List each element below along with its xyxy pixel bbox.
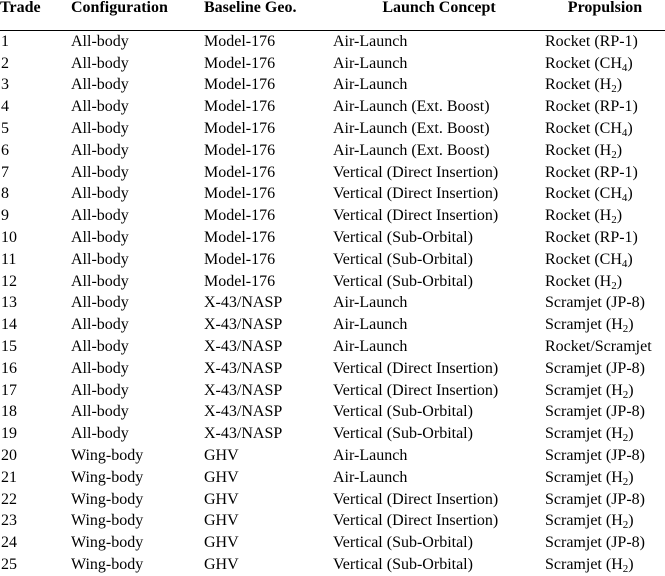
propulsion-text: Rocket (H (545, 272, 612, 290)
launch-concept-cell: Vertical (Sub-Orbital) (333, 534, 473, 552)
table-row (0, 31, 665, 53)
header-launch-concept: Launch Concept (333, 0, 545, 31)
header-propulsion: Propulsion (545, 0, 665, 31)
trade-cell: 7 (1, 163, 9, 181)
header-row (0, 0, 665, 31)
baseline-geo-cell: GHV (204, 512, 239, 530)
table-row (0, 205, 665, 227)
baseline-geo-cell: X-43/NASP (204, 338, 283, 356)
configuration-cell: Wing-body (71, 447, 144, 465)
propulsion-subscript: 4 (621, 127, 628, 140)
baseline-geo-cell: Model-176 (204, 163, 276, 181)
configuration-cell: All-body (71, 163, 129, 181)
configuration-cell: All-body (71, 98, 129, 116)
propulsion-text: Rocket (RP-1) (545, 229, 638, 247)
trade-cell: 5 (1, 120, 9, 138)
launch-concept-cell: Air-Launch (333, 294, 408, 312)
propulsion-cell (545, 53, 665, 75)
trade-cell: 17 (1, 381, 17, 399)
propulsion-text: Scramjet (JP-8) (545, 294, 645, 312)
propulsion-cell (545, 31, 665, 53)
launch-concept-cell: Air-Launch (333, 447, 408, 465)
trade-cell: 6 (1, 141, 9, 159)
table-row (0, 511, 665, 533)
baseline-geo-cell: Model-176 (204, 54, 276, 72)
trade-cell: 20 (1, 447, 17, 465)
trade-cell: 10 (1, 229, 17, 247)
propulsion-text: Scramjet (JP-8) (545, 534, 645, 552)
configuration-cell: Wing-body (71, 556, 144, 574)
propulsion-text: Scramjet (H (545, 512, 623, 530)
propulsion-text-tail: ) (616, 272, 623, 290)
propulsion-text-tail: ) (627, 250, 633, 268)
propulsion-text: Scramjet (H (545, 556, 623, 574)
propulsion-text: Rocket (CH (545, 120, 622, 138)
launch-concept-cell: Air-Launch (333, 338, 408, 356)
launch-concept-cell: Air-Launch (333, 54, 408, 72)
propulsion-text: Rocket (RP-1) (545, 98, 638, 116)
propulsion-cell (545, 184, 665, 206)
propulsion-cell (545, 489, 665, 511)
configuration-cell: All-body (71, 250, 129, 268)
table-row (0, 467, 665, 489)
propulsion-text-tail: ) (628, 381, 634, 399)
propulsion-cell (545, 423, 665, 445)
propulsion-text-tail: ) (628, 512, 634, 530)
trade-cell: 13 (1, 294, 17, 312)
propulsion-cell (545, 140, 665, 162)
propulsion-text: Scramjet (H (545, 316, 623, 334)
propulsion-text: Scramjet (H (545, 468, 623, 486)
propulsion-cell (545, 532, 665, 554)
launch-concept-cell: Vertical (Direct Insertion) (333, 512, 499, 530)
propulsion-cell (545, 227, 665, 249)
propulsion-text-tail: ) (616, 76, 623, 94)
propulsion-subscript: 4 (621, 257, 628, 270)
table-row (0, 118, 665, 140)
baseline-geo-cell: Model-176 (204, 272, 276, 290)
launch-concept-cell: Vertical (Sub-Orbital) (333, 403, 473, 421)
launch-concept-cell: Vertical (Sub-Orbital) (333, 229, 473, 247)
configuration-cell: All-body (71, 76, 129, 94)
configuration-cell: All-body (71, 316, 129, 334)
configuration-cell: All-body (71, 272, 129, 290)
configuration-cell: All-body (71, 425, 129, 443)
table-row (0, 184, 665, 206)
configuration-cell: All-body (71, 359, 129, 377)
launch-concept-cell: Vertical (Direct Insertion) (333, 207, 499, 225)
baseline-geo-cell: X-43/NASP (204, 403, 283, 421)
baseline-geo-cell: X-43/NASP (204, 294, 283, 312)
configuration-cell: Wing-body (71, 512, 144, 530)
configuration-cell: Wing-body (71, 490, 144, 508)
propulsion-cell (545, 467, 665, 489)
propulsion-text: Rocket (H (545, 141, 612, 159)
table-body (0, 31, 665, 576)
trade-cell: 4 (1, 98, 9, 116)
trade-cell: 18 (1, 403, 17, 421)
propulsion-text: Rocket (CH (545, 250, 622, 268)
table-header (0, 0, 665, 31)
table-row (0, 358, 665, 380)
propulsion-subscript: 2 (611, 83, 617, 96)
propulsion-text-tail: ) (628, 468, 634, 486)
propulsion-cell (545, 380, 665, 402)
trade-cell: 15 (1, 338, 17, 356)
propulsion-text-tail: ) (616, 141, 623, 159)
propulsion-subscript: 2 (622, 519, 629, 532)
trade-cell: 12 (1, 272, 17, 290)
table-row (0, 75, 665, 97)
propulsion-text-tail: ) (627, 54, 633, 72)
propulsion-text: Scramjet (JP-8) (545, 403, 645, 421)
propulsion-text: Scramjet (H (545, 381, 623, 399)
baseline-geo-cell: Model-176 (204, 207, 276, 225)
launch-concept-cell: Vertical (Direct Insertion) (333, 490, 499, 508)
launch-concept-cell: Vertical (Direct Insertion) (333, 163, 499, 181)
trade-cell: 9 (1, 207, 9, 225)
propulsion-cell (545, 271, 665, 293)
baseline-geo-cell: GHV (204, 490, 239, 508)
propulsion-cell (545, 118, 665, 140)
propulsion-cell (545, 162, 665, 184)
propulsion-cell (545, 336, 665, 358)
trade-cell: 16 (1, 359, 17, 377)
propulsion-text: Scramjet (JP-8) (545, 359, 645, 377)
propulsion-subscript: 2 (611, 148, 617, 161)
baseline-geo-cell: X-43/NASP (204, 359, 283, 377)
launch-concept-cell: Vertical (Direct Insertion) (333, 359, 499, 377)
table-row (0, 140, 665, 162)
table-row (0, 293, 665, 315)
propulsion-text-tail: ) (616, 207, 623, 225)
trade-cell: 3 (1, 76, 9, 94)
configuration-cell: All-body (71, 141, 129, 159)
trade-cell: 21 (1, 468, 17, 486)
propulsion-cell (545, 75, 665, 97)
propulsion-text-tail: ) (628, 556, 634, 574)
launch-concept-cell: Vertical (Sub-Orbital) (333, 556, 473, 574)
propulsion-subscript: 2 (622, 432, 629, 445)
trade-cell: 2 (1, 54, 9, 72)
propulsion-text-tail: ) (628, 316, 634, 334)
propulsion-cell (545, 358, 665, 380)
propulsion-text: Rocket (RP-1) (545, 163, 638, 181)
table-row (0, 96, 665, 118)
table-row (0, 554, 665, 576)
baseline-geo-cell: Model-176 (204, 250, 276, 268)
trade-cell: 14 (1, 316, 17, 334)
propulsion-subscript: 4 (621, 61, 628, 74)
propulsion-cell (545, 402, 665, 424)
propulsion-text-tail: ) (627, 120, 633, 138)
launch-concept-cell: Air-Launch (333, 32, 408, 50)
baseline-geo-cell: Model-176 (204, 229, 276, 247)
configuration-cell: All-body (71, 207, 129, 225)
propulsion-text: Rocket (H (545, 76, 612, 94)
baseline-geo-cell: X-43/NASP (204, 381, 283, 399)
propulsion-text: Rocket (CH (545, 185, 622, 203)
trade-cell: 1 (1, 32, 9, 50)
table-row (0, 402, 665, 424)
propulsion-subscript: 2 (622, 475, 629, 488)
configuration-cell: All-body (71, 120, 129, 138)
baseline-geo-cell: X-43/NASP (204, 425, 283, 443)
propulsion-text: Rocket (RP-1) (545, 32, 638, 50)
trade-cell: 23 (1, 512, 17, 530)
configuration-cell: All-body (71, 381, 129, 399)
propulsion-subscript: 2 (611, 214, 617, 227)
propulsion-text: Rocket/Scramjet (545, 338, 652, 356)
baseline-geo-cell: Model-176 (204, 120, 276, 138)
launch-concept-cell: Air-Launch (Ext. Boost) (333, 120, 490, 138)
table-row (0, 314, 665, 336)
propulsion-text: Rocket (H (545, 207, 612, 225)
configuration-cell: All-body (71, 54, 129, 72)
propulsion-cell (545, 205, 665, 227)
table-row (0, 423, 665, 445)
propulsion-cell (545, 293, 665, 315)
propulsion-cell (545, 511, 665, 533)
baseline-geo-cell: GHV (204, 556, 239, 574)
baseline-geo-cell: Model-176 (204, 32, 276, 50)
propulsion-text: Rocket (CH (545, 54, 622, 72)
trade-cell: 19 (1, 425, 17, 443)
trade-cell: 25 (1, 556, 17, 574)
baseline-geo-cell: GHV (204, 534, 239, 552)
launch-concept-cell: Air-Launch (333, 316, 408, 334)
table-row (0, 53, 665, 75)
trade-cell: 24 (1, 534, 17, 552)
configuration-cell: All-body (71, 32, 129, 50)
launch-concept-cell: Air-Launch (Ext. Boost) (333, 98, 490, 116)
baseline-geo-cell: GHV (204, 447, 239, 465)
propulsion-cell (545, 314, 665, 336)
trade-cell: 8 (1, 185, 9, 203)
propulsion-text: Scramjet (JP-8) (545, 447, 645, 465)
configuration-cell: All-body (71, 229, 129, 247)
table-row (0, 489, 665, 511)
launch-concept-cell: Vertical (Sub-Orbital) (333, 272, 473, 290)
table-row (0, 380, 665, 402)
trade-cell: 11 (1, 250, 17, 268)
propulsion-text: Scramjet (JP-8) (545, 490, 645, 508)
propulsion-cell (545, 445, 665, 467)
launch-concept-cell: Air-Launch (Ext. Boost) (333, 141, 490, 159)
configuration-cell: Wing-body (71, 468, 144, 486)
baseline-geo-cell: X-43/NASP (204, 316, 283, 334)
configuration-cell: Wing-body (71, 534, 144, 552)
header-trade: Trade (0, 0, 71, 31)
table-row (0, 249, 665, 271)
configuration-cell: All-body (71, 403, 129, 421)
propulsion-subscript: 4 (621, 192, 628, 205)
launch-concept-cell: Air-Launch (333, 76, 408, 94)
propulsion-subscript: 2 (611, 279, 617, 292)
launch-concept-cell: Vertical (Direct Insertion) (333, 381, 499, 399)
propulsion-cell (545, 96, 665, 118)
launch-concept-cell: Vertical (Sub-Orbital) (333, 425, 473, 443)
propulsion-cell (545, 554, 665, 576)
launch-concept-cell: Air-Launch (333, 468, 408, 486)
launch-concept-cell: Vertical (Sub-Orbital) (333, 250, 473, 268)
baseline-geo-cell: Model-176 (204, 185, 276, 203)
configuration-cell: All-body (71, 338, 129, 356)
baseline-geo-cell: Model-176 (204, 141, 276, 159)
propulsion-text: Scramjet (H (545, 425, 623, 443)
header-configuration: Configuration (71, 0, 204, 31)
configuration-cell: All-body (71, 294, 129, 312)
launch-concept-cell: Vertical (Direct Insertion) (333, 185, 499, 203)
table-row (0, 532, 665, 554)
propulsion-subscript: 2 (622, 563, 629, 576)
table-row (0, 445, 665, 467)
propulsion-subscript: 2 (622, 388, 629, 401)
propulsion-text-tail: ) (628, 425, 634, 443)
table-row (0, 271, 665, 293)
table-row (0, 227, 665, 249)
table-row (0, 162, 665, 184)
table-row (0, 336, 665, 358)
propulsion-subscript: 2 (622, 323, 629, 336)
propulsion-cell (545, 249, 665, 271)
trade-cell: 22 (1, 490, 17, 508)
configuration-cell: All-body (71, 185, 129, 203)
baseline-geo-cell: GHV (204, 468, 239, 486)
baseline-geo-cell: Model-176 (204, 76, 276, 94)
header-baseline-geo: Baseline Geo. (204, 0, 333, 31)
propulsion-text-tail: ) (627, 185, 633, 203)
baseline-geo-cell: Model-176 (204, 98, 276, 116)
